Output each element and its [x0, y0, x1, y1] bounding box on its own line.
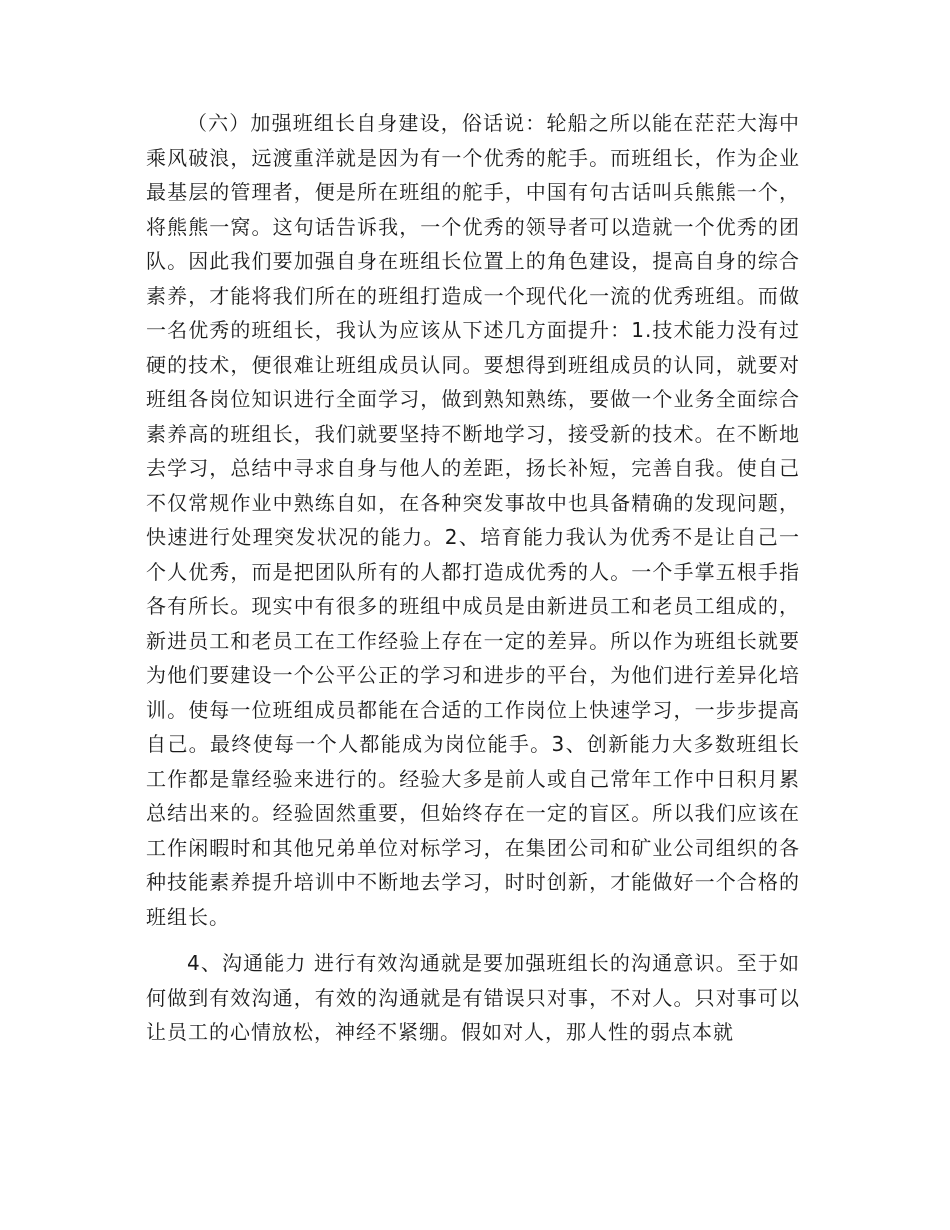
body-paragraph-1: （六）加强班组长自身建设，俗话说：轮船之所以能在茫茫大海中乘风破浪，远渡重洋就是因为有一个优秀的舵手。而班组长，作为企业最基层的管理者，便是所在班组的舵手，中国有句古话叫兵熊熊一个，将熊熊一窝。这句话告诉我，一个优秀的领导者可以造就一个优秀的团队。因此我们要加强自身在班组长位置上的角色建设，提高自身的综合素养，才能将我们所在的班组打造成一个现代化一流的优秀班组。而做一名优秀的班组长，我认为应该从下述几方面提升：1.技术能力没有过硬的技术，便很难让班组成员认同。要想得到班组成员的认同，就要对班组各岗位知识进行全面学习，做到熟知熟练，要做一个业务全面综合素养高的班组长，我们就要坚持不断地学习，接受新的技术。在不断地去学习，总结中寻求自身与他人的差距，扬长补短，完善自我。使自己不仅常规作业中熟练自如，在各种突发事故中也具备精确的发现问题，快速进行处理突发状况的能力。2、培育能力我认为优秀不是让自己一个人优秀，而是把团队所有的人都打造成优秀的人。一个手掌五根手指各有所长。现实中有很多的班组中成员是由新进员工和老员工组成的，新进员工和老员工在工作经验上存在一定的差异。所以作为班组长就要为他们要建设一个公平公正的学习和进步的平台，为他们进行差异化培训。使每一位班组成员都能在合适的工作岗位上快速学习，一步步提高自己。最终使每一个人都能成为岗位能手。3、创新能力大多数班组长工作都是靠经验来进行的。经验大多是前人或自己常年工作中日积月累总结出来的。经验固然重要，但始终存在一定的盲区。所以我们应该在工作闲暇时和其他兄弟单位对标学习，在集团公司和矿业公司组织的各种技能素养提升培训中不断地去学习，时时创新，才能做好一个合格的班组长。	[146, 111, 800, 929]
body-paragraph-2: 4、沟通能力 进行有效沟通就是要加强班组长的沟通意识。至于如何做到有效沟通，有效的沟通就是有错误只对事，不对人。只对事可以让员工的心情放松，神经不紧绷。假如对人，那人性的弱点本就	[146, 951, 800, 1044]
